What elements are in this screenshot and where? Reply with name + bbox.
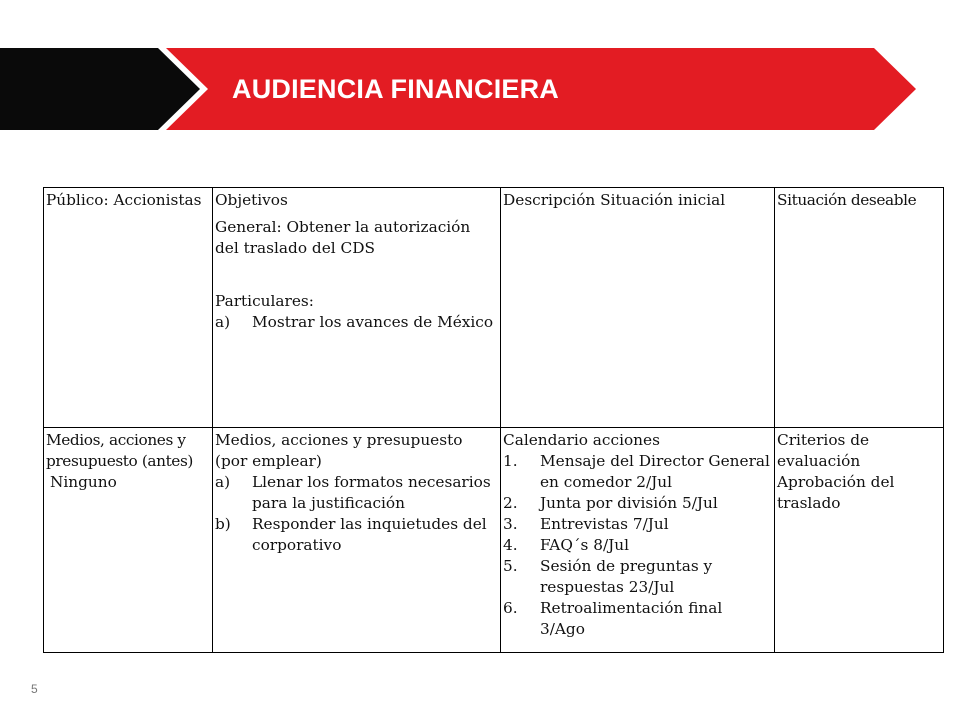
objetivo-general: General: Obtener la autorización del traslado del CDS	[215, 218, 471, 257]
list-item-text: Responder las inquietudes del corporativo	[252, 514, 487, 554]
criterios-value: Aprobación del traslado	[777, 472, 895, 512]
particulares-list	[215, 312, 498, 333]
cell-objetivos	[213, 188, 501, 428]
banner-black-segment	[0, 48, 200, 130]
situacion-deseable-text: Situación deseable	[777, 191, 917, 209]
audience-table	[43, 187, 944, 653]
cell-criterios	[775, 427, 944, 653]
table-row	[44, 188, 944, 428]
list-item-text: Junta por división 5/Jul	[540, 493, 718, 512]
list-item-text: Sesión de preguntas y respuestas 23/Jul	[540, 556, 713, 596]
list-item	[503, 514, 772, 535]
cell-publico	[44, 188, 213, 428]
list-marker: 3.	[503, 514, 518, 533]
list-item-text: FAQ´s 8/Jul	[540, 535, 629, 554]
list-marker: 1.	[503, 451, 518, 470]
list-item	[503, 598, 772, 640]
cell-medios-emplear	[213, 427, 501, 653]
list-marker: 6.	[503, 598, 518, 617]
list-item	[503, 535, 772, 556]
list-marker: b)	[215, 514, 231, 533]
objetivos-label: Objetivos	[215, 191, 288, 209]
list-marker: 2.	[503, 493, 518, 512]
list-item	[503, 556, 772, 598]
criterios-label: Criterios de evaluación	[777, 430, 870, 470]
cell-descripcion	[501, 188, 775, 428]
list-item-text: Retroalimentación final 3/Ago	[540, 598, 723, 638]
page-number: 5	[31, 682, 38, 696]
list-marker: 4.	[503, 535, 518, 554]
cell-medios-antes	[44, 427, 213, 653]
list-item	[215, 514, 498, 556]
calendario-list	[503, 451, 772, 640]
list-marker: 5.	[503, 556, 518, 575]
list-item-text: Mensaje del Director General en comedor 2/Jul	[540, 451, 770, 491]
slide-title: AUDIENCIA FINANCIERA	[232, 74, 559, 104]
descripcion-text: Descripción Situación inicial	[503, 191, 726, 209]
list-item	[503, 451, 772, 493]
list-item-text: Mostrar los avances de México	[252, 313, 494, 331]
list-item	[215, 312, 498, 333]
cell-calendario	[501, 427, 775, 653]
list-item-text: Entrevistas 7/Jul	[540, 514, 669, 533]
calendario-label: Calendario acciones	[503, 430, 660, 449]
cell-situacion-deseable	[775, 188, 944, 428]
list-marker: a)	[215, 472, 231, 491]
particulares-label: Particulares:	[215, 292, 314, 310]
list-marker: a)	[215, 313, 231, 331]
medios-antes-label: Medios, acciones y presupuesto (antes)	[46, 430, 193, 470]
list-item	[215, 472, 498, 514]
publico-text: Público: Accionistas	[46, 191, 202, 209]
medios-emplear-label: Medios, acciones y presupuesto (por emplear)	[215, 430, 463, 470]
table-row	[44, 427, 944, 653]
medios-antes-value: Ninguno	[50, 472, 117, 491]
list-item-text: Llenar los formatos necesarios para la justificación	[252, 472, 491, 512]
list-item	[503, 493, 772, 514]
medios-emplear-list	[215, 472, 498, 556]
